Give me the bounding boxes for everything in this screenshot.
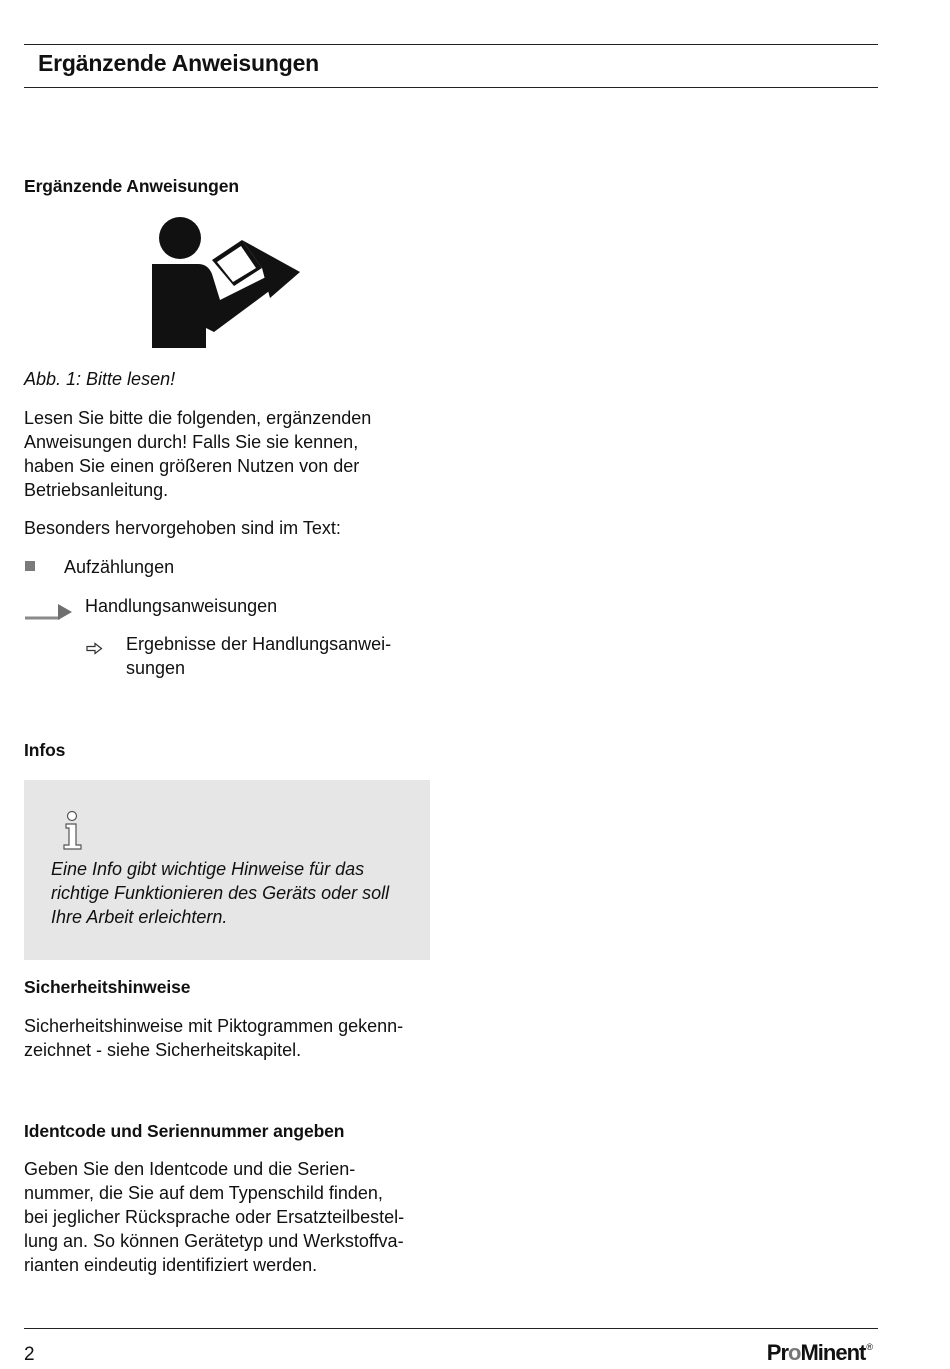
section-heading-infos: Infos <box>24 740 66 760</box>
result-line: Ergebnisse der Handlungsanwei- <box>126 634 392 654</box>
header-bottom-rule <box>24 87 878 88</box>
safety-line: zeichnet - siehe Sicherheitskapitel. <box>24 1040 302 1060</box>
result-arrow-icon <box>86 642 103 655</box>
identcode-paragraph <box>24 1157 434 1277</box>
page-number: 2 <box>24 1344 35 1365</box>
info-line: Ihre Arbeit erleichtern. <box>51 907 228 927</box>
identcode-line: rianten eindeutig identifiziert werden. <box>24 1255 318 1275</box>
identcode-line: lung an. So können Gerätetyp und Werkstoffva- <box>24 1231 404 1251</box>
header-top-rule <box>24 44 878 45</box>
intro-paragraph <box>24 406 434 502</box>
intro-line: Betriebsanleitung. <box>24 480 169 500</box>
identcode-line: nummer, die Sie auf dem Typenschild finden, <box>24 1183 383 1203</box>
info-icon <box>60 810 86 852</box>
logo-text-part: o <box>788 1340 801 1365</box>
emphasis-intro: Besonders hervorgehoben sind im Text: <box>24 518 341 538</box>
result-item-text <box>126 632 426 680</box>
section-heading-identcode: Identcode und Seriennummer angeben <box>24 1121 345 1141</box>
footer-rule <box>24 1328 878 1329</box>
safety-line: Sicherheitshinweise mit Piktogrammen gekenn- <box>24 1016 404 1036</box>
square-bullet-icon <box>25 561 35 571</box>
intro-line: haben Sie einen größeren Nutzen von der <box>24 456 360 476</box>
identcode-line: Geben Sie den Identcode und die Serien- <box>24 1159 356 1179</box>
list-item-text: Aufzählungen <box>64 557 175 577</box>
action-arrow-icon <box>24 602 74 622</box>
person-reading-icon <box>150 216 305 348</box>
action-item-text: Handlungsanweisungen <box>85 596 278 616</box>
prominent-logo <box>767 1340 872 1366</box>
info-box <box>24 780 430 960</box>
logo-text-part: Minent <box>800 1340 866 1365</box>
info-line: richtige Funktionieren des Geräts oder soll <box>51 883 390 903</box>
figure-caption: Abb. 1: Bitte lesen! <box>24 369 176 389</box>
logo-text-part: Pr <box>766 1340 789 1365</box>
section-heading-supplementary: Ergänzende Anweisungen <box>24 176 239 196</box>
intro-line: Anweisungen durch! Falls Sie sie kennen, <box>24 432 359 452</box>
result-line: sungen <box>126 658 186 678</box>
registered-mark: ® <box>866 1342 872 1352</box>
intro-line: Lesen Sie bitte die folgenden, ergänzenden <box>24 408 372 428</box>
page-title: Ergänzende Anweisungen <box>38 50 320 76</box>
safety-paragraph <box>24 1014 434 1062</box>
section-heading-safety: Sicherheitshinweise <box>24 977 191 997</box>
info-line: Eine Info gibt wichtige Hinweise für das <box>51 859 365 879</box>
info-text <box>51 857 421 929</box>
identcode-line: bei jeglicher Rücksprache oder Ersatzteilbestel- <box>24 1207 405 1227</box>
